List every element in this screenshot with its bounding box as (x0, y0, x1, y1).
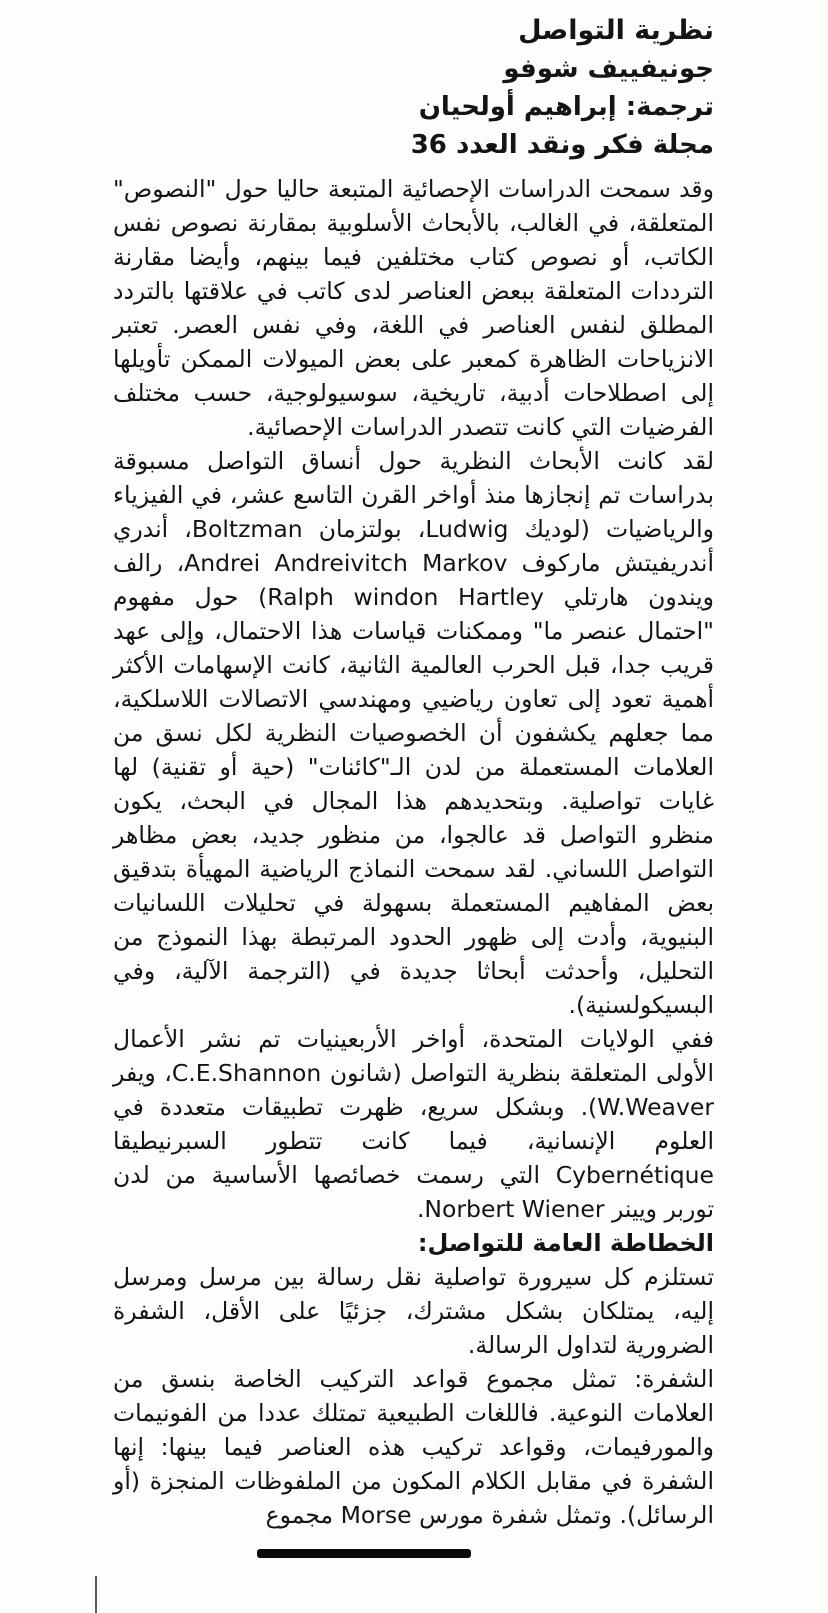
article-header (113, 12, 714, 164)
paragraph-communication-process: تستلزم كل سيرورة تواصلية نقل رسالة بين مرسل ومرسل إليه، يمتلكان بشكل مشترك، جزئيًا على الأقل، الشفرة الضرورية لتداول الرسالة. (113, 1263, 714, 1359)
paragraph-code-definition: الشفرة: تمثل مجموع قواعد التركيب الخاصة بنسق من العلامات النوعية. فاللغات الطبيعية تمتلك عددا من الفونيمات والمورفيمات، وقواعد تركيب هذه العناصر فيما بينها: إنها الشفرة في مقابل الكلام المكون من الملفوظات المنجزة (أو الرسائل). وتمثل شفرة مورس Morse مجموع (113, 1365, 714, 1529)
paragraph-statistics: وقد سمحت الدراسات الإحصائية المتبعة حاليا حول "النصوص" المتعلقة، في الغالب، بالأبحاث الأسلوبية بمقارنة نصوص نفس الكاتب، أو نصوص كتاب مختلفين فيما بينهم، وأيضا مقارنة الترددات المتعلقة ببعض العناصر لدى كاتب في علاقتها بالتردد المطلق لنفس العناصر في اللغة، وفي نفس العصر. تعتبر الانزياحات الظاهرة كمعبر على بعض الميولات الممكن تأويلها إلى اصطلاحات أدبية، تاريخية، سوسيولوجية، حسب مختلف الفرضيات التي كانت تتصدر الدراسات الإحصائية. (113, 175, 714, 441)
article-source: مجلة فكر ونقد العدد 36 (410, 130, 714, 160)
text-column (113, 12, 714, 1532)
marker-underline (257, 1549, 471, 1558)
article-body (113, 172, 714, 1532)
article-author: جونيفييف شوفو (503, 54, 714, 84)
paragraph-usa-publications: ففي الولايات المتحدة، أواخر الأربعينيات تم نشر الأعمال الأولى المتعلقة بنظرية التواصل (شانون C.E.Shannon، ويفر W.Weaver). وبشكل سريع، ظهرت تطبيقات متعددة في العلوم الإنسانية، فيما كانت تتطور السبرنيطيقا Cybernétique التي رسمت خصائصها الأساسية من لدن توربر ويينر Norbert Wiener. (113, 1025, 714, 1223)
paragraph-history: لقد كانت الأبحاث النظرية حول أنساق التواصل مسبوقة بدراسات تم إنجازها منذ أواخر القرن التاسع عشر، في الفيزياء والرياضيات (لوديك Ludwig، بولتزمان Boltzman، أندري أندريفيتش ماركوف Andrei Andreivitch Markov، رالف ويندون هارتلي Ralph windon Hartley) حول مفهوم "احتمال عنصر ما" وممكنات قياسات هذا الاحتمال، وإلى عهد قريب جدا، قبل الحرب العالمية الثانية، كانت الإسهامات الأكثر أهمية تعود إلى تعاون رياضيي ومهندسي الاتصالات اللاسلكية، مما جعلهم يكشفون أن الخصوصيات النظرية لكل نسق من العلامات المستعملة من لدن الـ"كائنات" (حية أو تقنية) لها غايات تواصلية. وبتحديدهم هذا المجال في البحث، يكون منظرو التواصل قد عالجوا، من منظور جديد، بعض مظاهر التواصل اللساني. لقد سمحت النماذج الرياضية المهيأة بتدقيق بعض المفاهيم المستعملة بسهولة في تحليلات اللسانيات البنيوية، وأدت إلى ظهور الحدود المرتبطة بهذا النموذج من التحليل، وأحدثت أبحاثا جديدة في (الترجمة الآلية، وفي البسيكولسنية). (113, 447, 714, 1019)
article-translator: ترجمة: إبراهيم أولحيان (418, 92, 714, 122)
article-title: نظرية التواصل (518, 15, 714, 46)
section-heading: الخطاطة العامة للتواصل: (417, 1229, 714, 1257)
page-edge-line (95, 1576, 97, 1613)
